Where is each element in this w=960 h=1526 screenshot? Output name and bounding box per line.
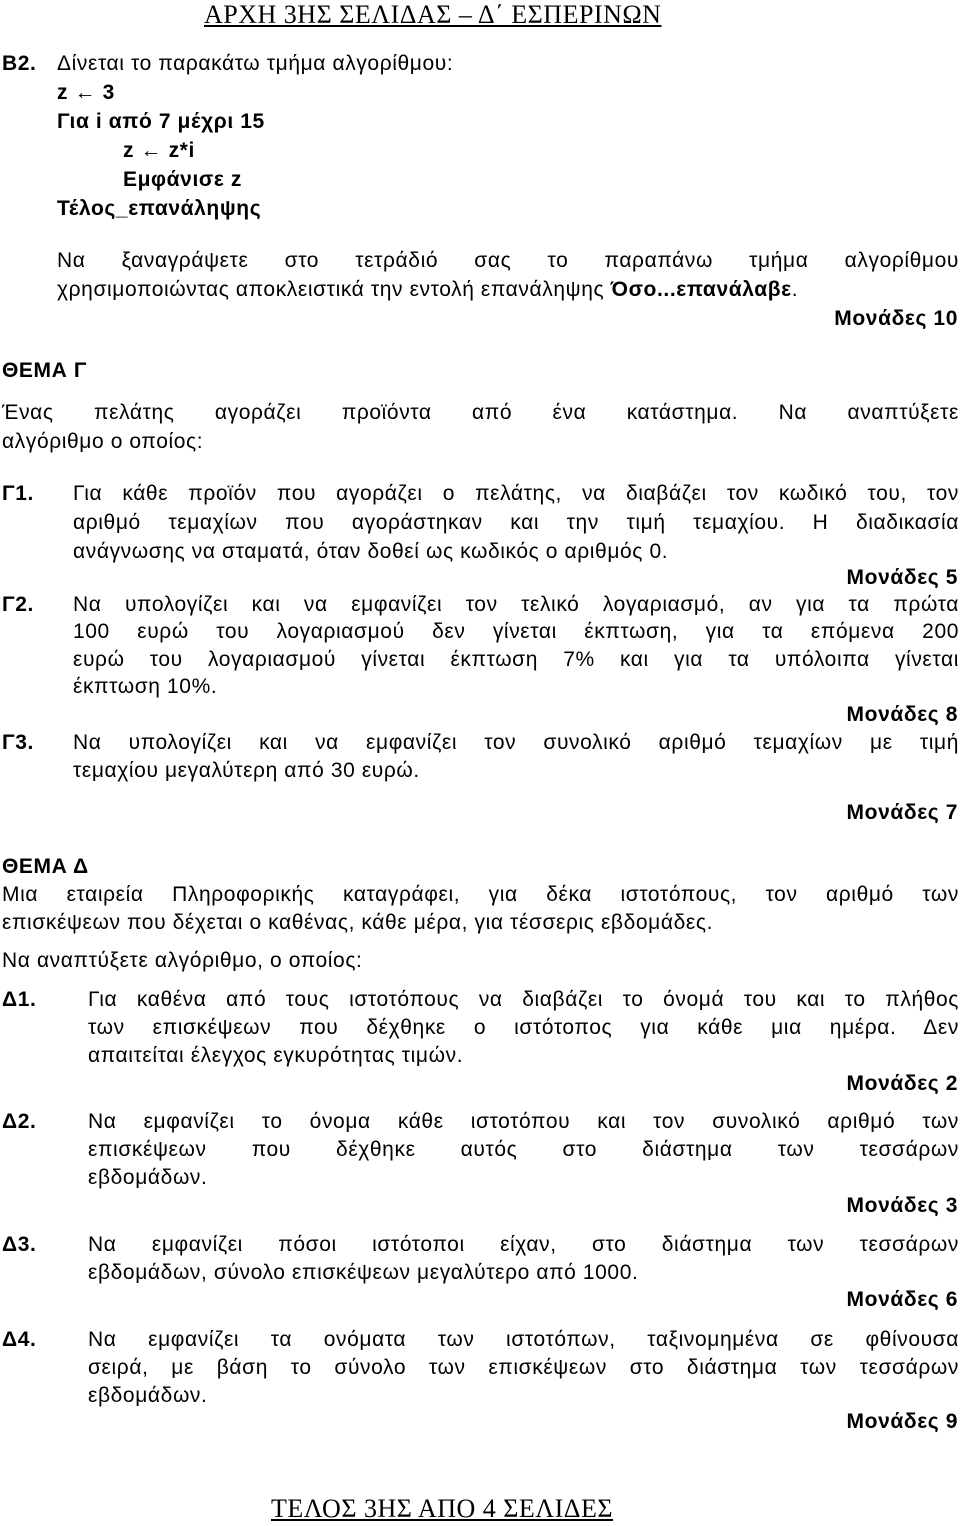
item-label: Γ3. — [2, 731, 34, 754]
points: Μονάδες 2 — [846, 1072, 958, 1095]
points: Μονάδες 9 — [846, 1410, 958, 1433]
item-line: των επισκέψεων που δέχθηκε ο ιστότοπος για κάθε μια ημέρα. Δεν — [88, 1016, 959, 1039]
points: Μονάδες 3 — [846, 1194, 958, 1217]
code-line: z ← 3 — [57, 81, 115, 104]
b2-intro: Δίνεται το παρακάτω τμήμα αλγορίθμου: — [57, 52, 454, 75]
item-line: Να υπολογίζει και να εμφανίζει τον συνολικό αριθμό τεμαχίων με τιμή — [73, 731, 959, 754]
theme-intro: Μια εταιρεία Πληροφορικής καταγράφει, για δέκα ιστοτόπους, τον αριθμό των — [2, 883, 959, 906]
item-line: εβδομάδων, σύνολο επισκέψεων μεγαλύτερο από 1000. — [88, 1261, 639, 1284]
item-line: Για καθένα από τους ιστοτόπους να διαβάζει το όνομά του και το πλήθος — [88, 988, 959, 1011]
item-line: εβδομάδων. — [88, 1166, 208, 1189]
theme-intro: Να αναπτύξετε αλγόριθμο, ο οποίος: — [2, 949, 363, 972]
b2-text-plain: χρησιμοποιώντας αποκλειστικά την εντολή επανάληψης — [57, 278, 605, 301]
item-line: έκπτωση 10%. — [73, 675, 218, 698]
code-line: Εμφάνισε z — [123, 168, 242, 191]
item-line: Να υπολογίζει και να εμφανίζει τον τελικό λογαριασμό, αν για τα πρώτα — [73, 593, 959, 616]
item-line: αριθμό τεμαχίων που αγοράστηκαν και την τιμή τεμαχίου. Η διαδικασία — [73, 511, 959, 534]
theme-title: ΘΕΜΑ Δ — [2, 855, 89, 878]
points: Μονάδες 8 — [846, 703, 958, 726]
item-line: Για κάθε προϊόν που αγοράζει ο πελάτης, να διαβάζει τον κωδικό του, τον — [73, 482, 959, 505]
code-line: z ← z*i — [123, 139, 195, 162]
points: Μονάδες 10 — [834, 307, 958, 330]
item-label: Γ2. — [2, 593, 34, 616]
item-label: Δ4. — [2, 1328, 37, 1351]
theme-intro: Ένας πελάτης αγοράζει προϊόντα από ένα κατάστημα. Να αναπτύξετε — [2, 401, 959, 424]
item-line: απαιτείται έλεγχος εγκυρότητας τιμών. — [88, 1044, 464, 1067]
b2-text-end: . — [791, 278, 799, 301]
item-label: Δ2. — [2, 1110, 37, 1133]
item-label: Δ3. — [2, 1233, 37, 1256]
points: Μονάδες 5 — [846, 566, 958, 589]
item-line: σειρά, με βάση το σύνολο των επισκέψεων στο διάστημα των τεσσάρων — [88, 1356, 959, 1379]
theme-intro: επισκέψεων που δέχεται ο καθένας, κάθε μέρα, για τέσσερις εβδομάδες. — [2, 911, 714, 934]
item-line: 100 ευρώ του λογαριασμού δεν γίνεται έκπτωση, για τα επόμενα 200 — [73, 620, 959, 643]
item-line: Να εμφανίζει τα ονόματα των ιστοτόπων, ταξινομημένα σε φθίνουσα — [88, 1328, 959, 1351]
b2-text-line — [57, 278, 798, 302]
item-line: Να εμφανίζει πόσοι ιστότοποι είχαν, στο διάστημα των τεσσάρων — [88, 1233, 959, 1256]
item-line: ανάγνωσης να σταματά, όταν δοθεί ως κωδικός ο αριθμός 0. — [73, 540, 669, 563]
item-line: τεμαχίου μεγαλύτερη από 30 ευρώ. — [73, 759, 420, 782]
theme-intro: αλγόριθμο ο οποίος: — [2, 430, 204, 453]
b2-text-line: Να ξαναγράψετε στο τετράδιό σας το παραπάνω τμήμα αλγορίθμου — [57, 249, 959, 272]
theme-title: ΘΕΜΑ Γ — [2, 359, 88, 382]
item-label: Γ1. — [2, 482, 34, 505]
item-line: Να εμφανίζει το όνομα κάθε ιστοτόπου και τον συνολικό αριθμό των — [88, 1110, 959, 1133]
item-label: Δ1. — [2, 988, 37, 1011]
item-line: επισκέψεων που δέχθηκε αυτός στο διάστημα των τεσσάρων — [88, 1138, 959, 1161]
code-line: Τέλος_επανάληψης — [57, 197, 262, 220]
b2-label: Β2. — [2, 52, 37, 75]
points: Μονάδες 6 — [846, 1288, 958, 1311]
points: Μονάδες 7 — [846, 801, 958, 824]
page-header: ΑΡΧΗ 3ΗΣ ΣΕΛΙΔΑΣ – Δ΄ ΕΣΠΕΡΙΝΩΝ — [204, 0, 662, 29]
code-line: Για i από 7 μέχρι 15 — [57, 110, 265, 133]
item-line: εβδομάδων. — [88, 1384, 208, 1407]
item-line: ευρώ του λογαριασμού γίνεται έκπτωση 7% και για τα υπόλοιπα γίνεται — [73, 648, 959, 671]
page-footer: ΤΕΛΟΣ 3ΗΣ ΑΠΟ 4 ΣΕΛΙΔΕΣ — [271, 1494, 614, 1523]
b2-text-bold: Όσο...επανάλαβε — [610, 278, 792, 301]
